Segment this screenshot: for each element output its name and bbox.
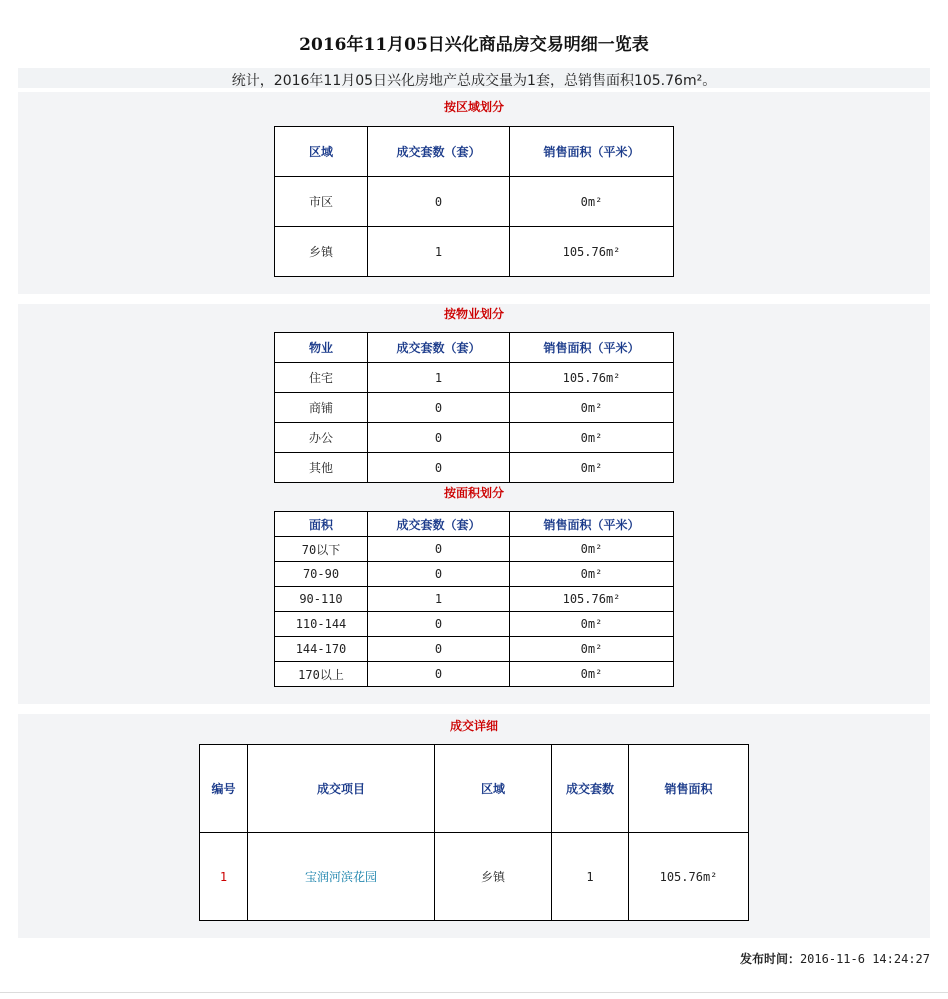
column-header: 区域: [275, 127, 368, 177]
summary-text: 统计，2016年11月05日兴化房地产总成交量为1套，总销售面积105.76m²。: [231, 73, 717, 89]
table-cell: 110-144: [275, 612, 368, 637]
table-cell: 0: [368, 453, 510, 483]
publish-time: 2016-11-6 14:24:27: [799, 952, 930, 966]
table-cell: 1: [552, 833, 629, 921]
details-table: [199, 744, 749, 921]
column-header: 成交项目: [248, 745, 435, 833]
table-cell: 市区: [275, 177, 368, 227]
table-cell: 1: [368, 587, 510, 612]
table-cell: 90-110: [275, 587, 368, 612]
table-header-row: [275, 127, 674, 177]
table-cell: 144-170: [275, 637, 368, 662]
details-section-title: 成交详细: [449, 719, 498, 733]
table-cell: 0: [368, 537, 510, 562]
region-table: [274, 126, 674, 277]
table-cell: 0m²: [510, 177, 674, 227]
table-cell: 105.76m²: [510, 363, 674, 393]
table-cell: 0m²: [510, 453, 674, 483]
publish-label: 发布时间：: [739, 952, 800, 966]
column-header: 销售面积（平米）: [510, 512, 674, 537]
table-cell: 70-90: [275, 562, 368, 587]
publish-info: [740, 950, 930, 967]
table-row: [275, 637, 674, 662]
table-cell: 0m²: [510, 637, 674, 662]
table-row: [275, 363, 674, 393]
table-cell: 0: [368, 637, 510, 662]
table-row: [275, 453, 674, 483]
table-cell: 105.76m²: [510, 227, 674, 277]
table-cell: 0: [368, 662, 510, 687]
table-row: [275, 537, 674, 562]
column-header: 销售面积（平米）: [510, 127, 674, 177]
table-header-row: [275, 512, 674, 537]
table-row: [275, 562, 674, 587]
table-cell: 0: [368, 562, 510, 587]
area-section-title: 按面积划分: [443, 486, 504, 500]
table-header-row: [275, 333, 674, 363]
table-cell: 1: [368, 363, 510, 393]
project-link[interactable]: 宝润河滨花园: [304, 870, 377, 884]
table-cell: 105.76m²: [629, 833, 749, 921]
table-cell: 乡镇: [275, 227, 368, 277]
column-header: 销售面积（平米）: [510, 333, 674, 363]
bottom-divider: [0, 992, 948, 993]
table-cell: 70以下: [275, 537, 368, 562]
column-header: 成交套数（套）: [368, 333, 510, 363]
table-cell: 170以上: [275, 662, 368, 687]
column-header: 成交套数（套）: [368, 127, 510, 177]
row-number: 1: [200, 833, 248, 921]
table-row: [275, 587, 674, 612]
area-table: [274, 511, 674, 687]
column-header: 成交套数（套）: [368, 512, 510, 537]
column-header: 编号: [200, 745, 248, 833]
table-cell: 住宅: [275, 363, 368, 393]
property-table: [274, 332, 674, 483]
table-cell: 0m²: [510, 423, 674, 453]
column-header: 面积: [275, 512, 368, 537]
table-cell: 0m²: [510, 562, 674, 587]
table-row: [275, 612, 674, 637]
table-cell: 0: [368, 423, 510, 453]
table-cell: 商铺: [275, 393, 368, 423]
column-header: 区域: [435, 745, 552, 833]
project-cell: [248, 833, 435, 921]
table-row: [275, 423, 674, 453]
table-cell: 乡镇: [435, 833, 552, 921]
page-title: 2016年11月05日兴化商品房交易明细一览表: [299, 35, 649, 55]
table-cell: 其他: [275, 453, 368, 483]
column-header: 物业: [275, 333, 368, 363]
column-header: 销售面积: [629, 745, 749, 833]
table-row: [275, 662, 674, 687]
table-cell: 105.76m²: [510, 587, 674, 612]
table-row: [275, 393, 674, 423]
table-cell: 0m²: [510, 393, 674, 423]
column-header: 成交套数: [552, 745, 629, 833]
table-cell: 0m²: [510, 612, 674, 637]
table-cell: 0: [368, 612, 510, 637]
region-section-title: 按区域划分: [443, 100, 504, 114]
table-row: [275, 227, 674, 277]
table-cell: 0m²: [510, 537, 674, 562]
table-row: [200, 833, 749, 921]
table-row: [275, 177, 674, 227]
table-cell: 1: [368, 227, 510, 277]
table-cell: 0: [368, 393, 510, 423]
table-header-row: [200, 745, 749, 833]
table-cell: 0m²: [510, 662, 674, 687]
table-cell: 办公: [275, 423, 368, 453]
table-cell: 0: [368, 177, 510, 227]
property-section-title: 按物业划分: [443, 307, 504, 321]
